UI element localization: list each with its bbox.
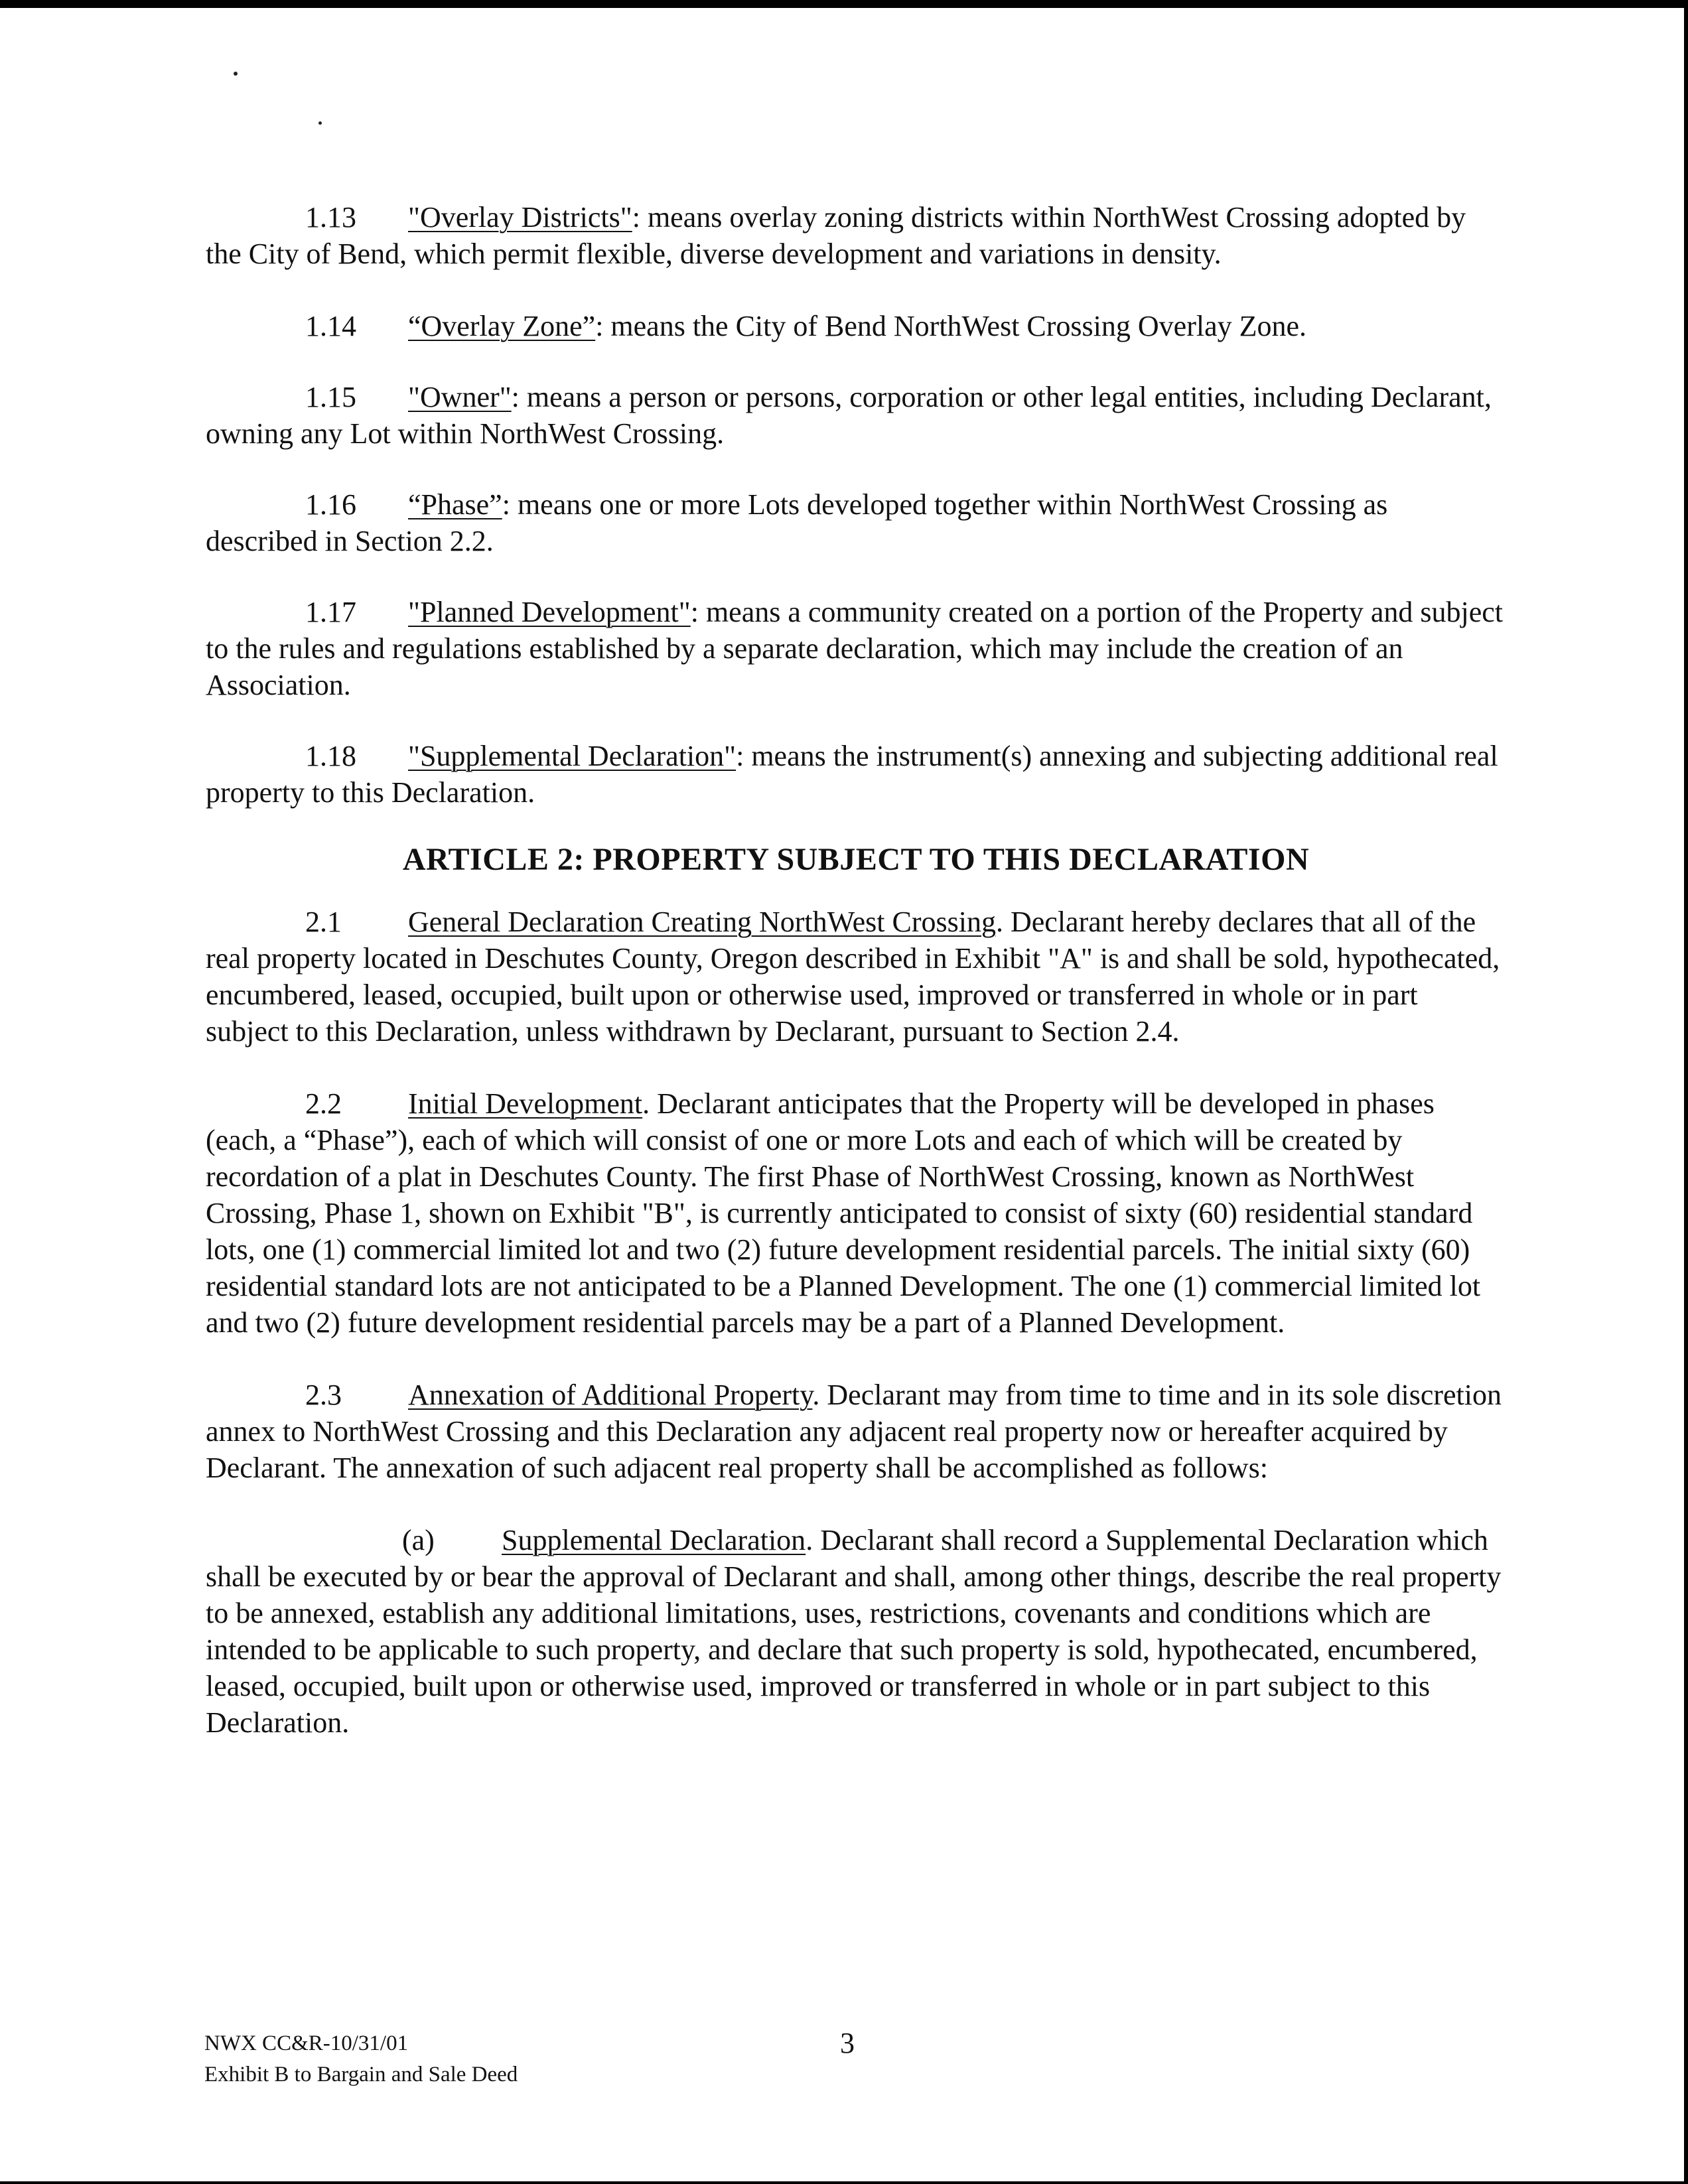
section-2-3 [206, 1377, 1506, 1486]
section-1-14 [206, 308, 1506, 344]
section-number: 2.1 [305, 906, 342, 938]
section-text: : means one or more Lots developed together within NorthWest Crossing as described in Section 2.2. [206, 488, 1388, 557]
section-text: . Declarant anticipates that the Property will be developed in phases (each, a “Phase”), each of which will consist of one or more Lots and each of which will be created by recordation of a plat in Deschutes County. The first Phase of NorthWest Crossing, known as NorthWest Crossing, Phase 1, shown on Exhibit "B", is currently anticipated to consist of sixty (60) residential standard lots, one (1) commercial limited lot and two (2) future development residential parcels. The initial sixty (60) residential standard lots are not anticipated to be a Planned Development. The one (1) commercial limited lot and two (2) future development residential parcels may be a part of a Planned Development. [206, 1087, 1481, 1339]
section-number: 1.15 [305, 381, 356, 413]
defined-term: "Owner" [408, 381, 512, 413]
subsection-number: (a) [402, 1524, 435, 1556]
defined-term: "Supplemental Declaration" [408, 740, 737, 772]
section-text: : means a person or persons, corporation or other legal entities, including Declarant, owning any Lot within NorthWest Crossing. [206, 381, 1492, 450]
subsection-text: . Declarant shall record a Supplemental Declaration which shall be executed by or bear the approval of Declarant and shall, among other things, describe the real property to be annexed, establish any additional limitations, uses, restrictions, covenants and conditions which are intended to be applicable to such property, and declare that such property is sold, hypothecated, encumbered, leased, occupied, built upon or otherwise used, improved or transferred in whole or in part subject to this Declaration. [206, 1524, 1502, 1739]
section-text: . Declarant may from time to time and in its sole discretion annex to NorthWest Crossing and this Declaration any adjacent real property now or hereafter acquired by Declarant. The annexation of such adjacent real property shall be accomplished as follows: [206, 1379, 1502, 1484]
section-text: . Declarant hereby declares that all of the real property located in Deschutes County, Oregon described in Exhibit "A" is and shall be sold, hypothecated, encumbered, leased, occupied, built upon or otherwise used, improved or transferred in whole or in part subject to this Declaration, unless withdrawn by Declarant, pursuant to Section 2.4. [206, 906, 1500, 1048]
section-number: 1.16 [305, 488, 356, 521]
section-number: 1.17 [305, 596, 356, 628]
section-2-2 [206, 1085, 1506, 1341]
subsection-2-3-a [206, 1522, 1506, 1741]
section-text: : means the instrument(s) annexing and subjecting additional real property to this Declaration. [206, 740, 1498, 809]
section-1-17 [206, 594, 1506, 703]
section-text: : means overlay zoning districts within NorthWest Crossing adopted by the City of Bend, which permit flexible, diverse development and variations in density. [206, 201, 1466, 270]
section-number: 2.3 [305, 1379, 342, 1411]
scan-speck [234, 72, 238, 76]
section-number: 1.14 [305, 310, 356, 342]
defined-term: “Overlay Zone” [408, 310, 596, 342]
defined-term: "Planned Development" [408, 596, 691, 628]
scan-bottom-border [0, 2181, 1688, 2184]
section-number: 1.13 [305, 201, 356, 234]
scan-top-border [0, 0, 1688, 8]
article-heading: ARTICLE 2: PROPERTY SUBJECT TO THIS DECLARATION [402, 842, 1310, 877]
section-title: Initial Development [408, 1087, 643, 1120]
section-1-15 [206, 379, 1506, 452]
section-text: : means a community created on a portion of the Property and subject to the rules and regulations established by a separate declaration, which may include the creation of an Association. [206, 596, 1504, 701]
document-body [206, 199, 1506, 1741]
section-1-16 [206, 486, 1506, 559]
page-number: 3 [840, 2027, 855, 2059]
section-title: General Declaration Creating NorthWest Crossing [408, 906, 996, 938]
subsection-title: Supplemental Declaration [502, 1524, 806, 1556]
section-text: : means the City of Bend NorthWest Crossing Overlay Zone. [595, 310, 1307, 342]
section-1-13 [206, 199, 1506, 272]
section-number: 1.18 [305, 740, 356, 772]
scan-right-border [1684, 0, 1688, 2184]
section-1-18 [206, 738, 1506, 811]
defined-term: "Overlay Districts" [408, 201, 632, 234]
defined-term: “Phase” [408, 488, 502, 521]
footer-info [204, 2028, 518, 2090]
section-number: 2.2 [305, 1087, 342, 1120]
footer-doc-id: NWX CC&R-10/31/01 [204, 2031, 409, 2055]
section-title: Annexation of Additional Property [408, 1379, 813, 1411]
footer-exhibit: Exhibit B to Bargain and Sale Deed [204, 2063, 518, 2086]
scan-speck [318, 121, 322, 125]
section-2-1 [206, 904, 1506, 1050]
